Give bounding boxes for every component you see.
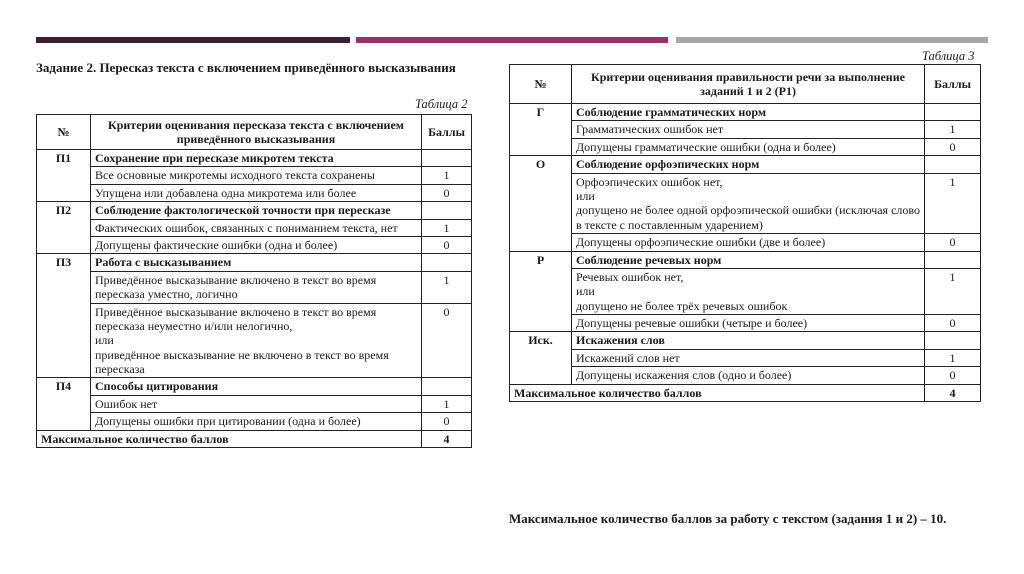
- criterion-code: П2: [37, 202, 91, 254]
- criterion-points: 0: [925, 234, 981, 251]
- total-label: Максимальное количество баллов: [510, 384, 925, 401]
- criterion-points: 1: [422, 395, 472, 412]
- criterion-code: П1: [37, 150, 91, 202]
- table-row: [37, 395, 472, 412]
- criterion-text: Все основные микротемы исходного текста сохранены: [91, 167, 422, 184]
- criterion-text-group: [572, 173, 925, 234]
- criterion-text: Допущены фактические ошибки (одна и более): [91, 236, 422, 253]
- table-row: [37, 219, 472, 236]
- criterion-text: Грамматических ошибок нет: [572, 121, 925, 138]
- or-connector: или: [95, 333, 114, 348]
- table-row: [37, 184, 472, 201]
- table-row: [37, 202, 472, 219]
- table-row: [510, 234, 981, 251]
- criterion-code: О: [510, 156, 572, 251]
- table-row: [37, 271, 472, 303]
- table-row: [37, 150, 472, 167]
- criterion-text: Упущена или добавлена одна микротема или более: [91, 184, 422, 201]
- table-row: [510, 349, 981, 366]
- table-row: [37, 167, 472, 184]
- accent-bar-magenta: [356, 37, 668, 43]
- criterion-text: Приведённое высказывание включено в текст во время пересказа уместно, логично: [91, 271, 422, 303]
- max-score-note: Максимальное количество баллов за работу с текстом (задания 1 и 2) – 10.: [509, 511, 947, 526]
- header-num: №: [510, 65, 572, 104]
- criterion-points: 0: [422, 303, 472, 378]
- criterion-text: допущено не более одной орфоэпической ошибки (исключая слово в тексте с поставленным ударением): [576, 203, 920, 232]
- criterion-text: Речевых ошибок нет,: [576, 269, 684, 284]
- table-row: [510, 138, 981, 155]
- criterion-title: Работа с высказыванием: [91, 254, 422, 271]
- table-2: [36, 114, 472, 448]
- table-row: [510, 268, 981, 314]
- criterion-points: 0: [422, 184, 472, 201]
- total-label: Максимальное количество баллов: [37, 430, 422, 447]
- table-row: [37, 254, 472, 271]
- criterion-text: Допущены грамматические ошибки (одна и более): [572, 138, 925, 155]
- total-value: 4: [422, 430, 472, 447]
- header-criteria: Критерии оценивания правильности речи за выполнение заданий 1 и 2 (Р1): [572, 65, 925, 104]
- criterion-title: Соблюдение орфоэпических норм: [572, 156, 925, 173]
- criterion-points: 0: [422, 413, 472, 430]
- criterion-text: Допущены ошибки при цитировании (одна и более): [91, 413, 422, 430]
- criterion-code: Р: [510, 251, 572, 332]
- criterion-text: Ошибок нет: [91, 395, 422, 412]
- criterion-title: Соблюдение фактологической точности при пересказе: [91, 202, 422, 219]
- table-row: [510, 121, 981, 138]
- criterion-text: Допущены речевые ошибки (четыре и более): [572, 315, 925, 332]
- criterion-text: приведённое высказывание не включено в текст во время пересказа: [95, 347, 389, 377]
- criterion-text: Искажений слов нет: [572, 349, 925, 366]
- table-3: [509, 64, 981, 402]
- task-title: Задание 2. Пересказ текста с включением приведённого высказывания: [36, 60, 456, 75]
- table-row: [510, 367, 981, 384]
- header-points: Баллы: [422, 115, 472, 150]
- total-value: 4: [925, 384, 981, 401]
- table-row: [37, 303, 472, 378]
- table-row: [37, 236, 472, 253]
- table-row: [37, 413, 472, 430]
- total-row: [510, 384, 981, 401]
- criterion-text: Орфоэпических ошибок нет,: [576, 174, 723, 189]
- table-header-row: [37, 115, 472, 150]
- criterion-title: Соблюдение речевых норм: [572, 251, 925, 268]
- header-num: №: [37, 115, 91, 150]
- criterion-code: П3: [37, 254, 91, 378]
- criterion-code: Иск.: [510, 332, 572, 384]
- table-row: [510, 173, 981, 234]
- criterion-title: Искажения слов: [572, 332, 925, 349]
- criterion-points: 1: [925, 121, 981, 138]
- header-points: Баллы: [925, 65, 981, 104]
- criterion-points: 1: [925, 349, 981, 366]
- table-row: [510, 315, 981, 332]
- accent-bar-gray: [676, 37, 988, 43]
- table-row: [510, 332, 981, 349]
- total-row: [37, 430, 472, 447]
- criterion-points: 0: [925, 138, 981, 155]
- criterion-text-group: [572, 268, 925, 314]
- criterion-points: 1: [925, 268, 981, 314]
- criterion-code: Г: [510, 104, 572, 156]
- table-row: [37, 378, 472, 395]
- criterion-text-group: [91, 303, 422, 378]
- table2-caption: Таблица 2: [415, 97, 468, 111]
- criterion-points: 0: [925, 367, 981, 384]
- criterion-points: 0: [925, 315, 981, 332]
- or-connector: или: [576, 188, 595, 203]
- table-header-row: [510, 65, 981, 104]
- criterion-title: Сохранение при пересказе микротем текста: [91, 150, 422, 167]
- criterion-text: Фактических ошибок, связанных с пониманием текста, нет: [91, 219, 422, 236]
- criterion-text: Допущены орфоэпические ошибки (две и более): [572, 234, 925, 251]
- criterion-points: 1: [422, 271, 472, 303]
- header-criteria: Критерии оценивания пересказа текста с включением приведённого высказывания: [91, 115, 422, 150]
- table-row: [510, 156, 981, 173]
- accent-bar-dark: [36, 37, 350, 43]
- criterion-points: 1: [422, 167, 472, 184]
- criterion-title: Соблюдение грамматических норм: [572, 104, 925, 121]
- criterion-points: 0: [422, 236, 472, 253]
- criterion-title: Способы цитирования: [91, 378, 422, 395]
- criterion-text: Допущены искажения слов (одно и более): [572, 367, 925, 384]
- criterion-points: 1: [925, 173, 981, 234]
- table-row: [510, 251, 981, 268]
- table3-caption: Таблица 3: [922, 49, 975, 63]
- criterion-text: допущено не более трёх речевых ошибок: [576, 298, 788, 313]
- criterion-text: Приведённое высказывание включено в текст во время пересказа неуместно и/или нелогично,: [95, 304, 377, 333]
- criterion-code: П4: [37, 378, 91, 430]
- or-connector: или: [576, 284, 595, 299]
- table-row: [510, 104, 981, 121]
- criterion-points: 1: [422, 219, 472, 236]
